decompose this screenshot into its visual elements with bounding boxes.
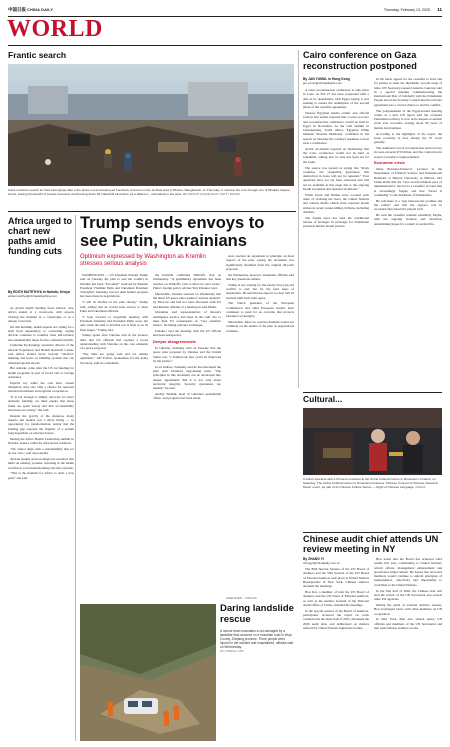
lower-top-rule <box>8 211 296 212</box>
cairo-p10: The estimated cost of reconstruction and recovery in Gaza exceeds $70 billion, and the contraction in Gaza's economy is unprecedented. <box>374 145 442 159</box>
fire-photo-credit: MD RAFAYAT HAQUE KHAN / GETTY IMAGES <box>182 193 241 196</box>
audit-byline: By ZHANG YI <box>303 557 324 561</box>
cairo-p5: While Israel and Hamas have accused each other of violating the truce, the United Nations and various media outlets have reported Israeli strikes in recent weeks killing civilians, including children. <box>303 192 369 215</box>
daring-caption: A rescue team evacuates a car damaged by a landslide that occurred on a mountain road in Wuyi County, Zhejiang province. Three people were injured in the incident and hospitalized, officials said on Wednesday. <box>220 629 294 649</box>
cairo-p2: Various Egyptian media outlets and official sources had earlier reported that a Gaza recovery and reconstruction conference would be held in Egypt in November. At the G20 summit in Johannesburg, South Africa, Egyptian Prime Minister Mostafa Madbouly confirmed in his speech on Saturday his country's readiness to host such a conference. <box>303 110 369 146</box>
trump-headline: Trump sends envoys to see Putin, Ukrainians <box>80 214 265 250</box>
audit-p7: In New York, Hou also visited senior UN officials and members of the UN Secretariat and met with Chinese auditors on site. <box>374 617 442 630</box>
audit-byline-block <box>303 557 369 565</box>
trump-p16: The Dutch president of the European Commission and other European leaders have continued to push for an outcome that protects Ukraine's sovereignty. <box>226 301 294 319</box>
china-daily-logo: CHINA DAILY <box>27 8 54 12</box>
audit-top-rule <box>303 532 442 533</box>
trump-p5: "The talks are going well and we remain optimistic," Jeff Forbes, spokesman for the Army Secretary, said in a statement. <box>80 352 148 365</box>
trump-p13: ators reached an agreement in principle on most aspects of the plan, saying the document was significantly modified from the original 28-point proposal. <box>226 254 294 271</box>
trump-deck: Optimism expressed by Washington as Kremlin stresses serious analysis <box>80 254 206 268</box>
trump-p12: Andriy Yermak, head of Ukraine's presidential office, said progress had been made. <box>153 391 221 401</box>
africa-p10: African leaders stress homegrown solutions that build on existing systems, investing in the health workforce, local manufacturing and data systems. <box>8 457 74 470</box>
africa-p2: On that hardship, health experts are calling for a shift from dependency to ownership, urging African countries to redefine what self-reliance and sustainability mean for the continent's health. <box>8 324 74 342</box>
africa-headline: Africa urged to chart new paths amid funding cuts <box>8 216 73 256</box>
cairo-email: jan.yumul@chinadailyhk.com <box>303 81 342 85</box>
page-number: 11 <box>437 7 442 12</box>
cairo-p11: Omar Bertrand-Jurinovic, Lecturer in the Department of Political Science and International Relations at Hebron University in Hebron, told China Daily that the "slow and incomplete pace of implementation" has led to a ceasefire in Gaza that is exceedingly fragile, and that "Israel is continuing" to the detriment of Palestinians. <box>374 167 442 197</box>
trump-p17: Meanwhile, Moscow said the Kremlin would not comment on the details of the plan as negotiations continue. <box>226 320 294 333</box>
trump-p7: Meanwhile, Ukraine stressed on Wednesday that the latest US peace plan required "serious analysis" by Moscow and had not been discussed with US and Russian officials at a meeting in Abu Dhabi. <box>153 291 221 309</box>
landslide-photo <box>80 604 216 741</box>
audit-headline: Chinese audit chief attends UN review meeting in NY <box>303 534 439 555</box>
cairo-p7: In his latest appeal for the ceasefire to hold and for parties to enter the diplomatic second stage of talks, UN Secretary-General Antonio Guterres said in a special meeting commemorating the International Day of Solidarity with the Palestinian People and at the Security Council that the October agreement was a crucial chance to end the conflict. <box>374 77 442 107</box>
daring-headline: Daring landslide rescue <box>220 603 294 625</box>
cairo-headline: Cairo conference on Gaza reconstruction postponed <box>303 50 417 71</box>
cairo-col1 <box>303 88 369 388</box>
cairo-byline: By JAN YUMUL in Hong Kong <box>303 77 350 81</box>
trump-subhead: Deeper disagreements <box>153 338 196 344</box>
trump-p14: On Wednesday, however, Ukrainian officials said that key questions remain. <box>226 272 294 281</box>
issue-date: Thursday, February 13, 2025 <box>383 8 430 12</box>
cairo-p13: He said the ceasefire remains extremely fragile, with the ongoing violence and violations undermining hopes for a return to normal life. <box>374 213 442 226</box>
daring-box <box>220 604 294 741</box>
africa-p6: "It is not enough to simply advocate for more domestic funding; we must ensure that those funds are spent wisely and that accountability structures are strong," she said. <box>8 395 74 413</box>
africa-p8: During the Africa Health Leadership summit in Nairobi, leaders called for African-led solutions. <box>8 436 74 446</box>
trump-p10: In Ukraine, Zelensky said on Tuesday that the peace plan prepared by Ukraine and the United States was "a framework that could be improved by the parties." <box>153 345 221 363</box>
cairo-subhead: Economic crisis <box>374 159 405 165</box>
trump-p4: Trump spoke after Ukraine said in the Geneva talks that US officials had reached a broad understanding with Ukraine on the core elements of a peace proposal. <box>80 333 148 351</box>
africa-body <box>8 306 74 742</box>
section-title: WORLD <box>7 16 103 42</box>
china-daily-logo-cjk: 中国日报 <box>8 7 26 12</box>
africa-email: editemutethya@chinadailyafrica.com <box>8 294 58 298</box>
audit-p3: In the special session of the Board of Auditors, participants reviewed the report on work conducted in the latter half of 2025, discussed the 2026 audit plan, and deliberated on matters referred by United Nations legislative bodies. <box>303 608 369 630</box>
culture-caption-text: A visitor interacts with a Chinese musician at the China Cultural Center in Rovaniemi, Finland, on Saturday. The China Cultural Center in Rovaniemi hosted a 'Chinese Concert of Chinese Classical Music' event, as part of its Chinese Culture Series — Night of Chinese Language. <box>303 477 438 489</box>
trump-p1: WASHINGTON — US President Donald Trump said on Tuesday his plan to end the conflict in Ukraine has been "favorably" received by Russian President Vladimir Putin and Ukrainian President Volodymyr Zelensky, but not until further progress has been made in negotiations. <box>80 273 148 299</box>
audit-col1 <box>303 567 369 741</box>
africa-p3: Catherine Kyobutungi, executive director of the African Population and Health Research Center, said Africa should move beyond "aid-first" thinking and focus on building systems that can withstand global shocks. <box>8 343 74 365</box>
cairo-col2 <box>374 77 442 388</box>
trump-p2: "I will be briefed on the plan shortly," Trump said, adding that he would send envoys to meet Putin and Ukrainian officials. <box>80 300 148 313</box>
trump-p8: Ukrainian said representatives of Russia's intelligence service had been in the Gulf city to meet their US counterparts on "very sensitive issues", including prisoner exchanges. <box>153 310 221 328</box>
trump-p9: Ushakov said the meeting with the US official had been unexpected. <box>153 329 221 338</box>
audit-p5: In the first half of 2026, the Chinese side will lead the review of the UN Secretariat and several other UN agencies. <box>374 588 442 602</box>
trump-col1 <box>80 273 148 601</box>
cairo-p3: Arabic Al-Ahram reported on Wednesday that the Cairo conference would not be held as scheduled, adding that no date has been set for the event. <box>303 146 369 164</box>
cairo-p1: A Gaza reconstruction conference to take place in Cairo on Feb 27 has been postponed until a date to be determined, with Egypt saying it was seeking to ensure the resumption of the second phase of the ceasefire agreement. <box>303 88 369 110</box>
africa-p9: "We cannot align with a sustainability that we do not own," said one panelist. <box>8 446 74 456</box>
audit-email: zhangyi@chinadaily.com.cn <box>303 561 341 565</box>
audit-p1: The 80th Special Session of the UN Board of Auditors and the 55th Session of the UN Board of External Auditors took place at United Nations Headquarters in New York. Chinese auditors attended the meetings. <box>303 567 369 589</box>
cairo-divider <box>298 50 299 388</box>
africa-p7: Despite the gravity of the situation, many experts and leaders saw a silver lining — an opportunity for transformation, noting that the funding gap exposed the fragility of a system long dependent on external donors. <box>8 413 74 436</box>
africa-byline-block <box>8 290 74 298</box>
trump-p3: "I look forward to hopefully meeting with President Zelensky and President Putin soon, but only when the deal to end this war is final or, in its final stages," Trump said. <box>80 314 148 332</box>
trump-p15: Trump is not waiting for the nearly four-year-old conflict to end, but for the next steps of negotiation. He said that he expects no deal will be reached until both sides agree. <box>226 282 294 300</box>
culture-credit: XINHUA <box>415 486 426 489</box>
cairo-p4: The source was quoted as saying that "many countries are requesting guarantees that destruction in Gaza will not be repeated." Your questions have not yet been answered and will not be available at this stage due to the ongoing Israeli escalation and repeated violations." <box>303 165 369 192</box>
africa-p11: "This is the moment for Africa to chart a new path," she said. <box>8 471 74 480</box>
cairo-p12: He said there is a "gap between the promise and the reality" and that the region's role in reconstruction should be played well. <box>374 198 442 212</box>
africa-byline: By EDITH MUTETHYA in Nairobi, Kenya <box>8 290 70 294</box>
cairo-p8: The postponement of the Egypt-hosted meeting comes as a new UN report said the occupied Palestinian territory is now in its deepest economic crisis ever recorded, erasing about 69 years of human development. <box>374 108 442 130</box>
audit-p6: During the panel of external auditors session, Hou exchanged views with other members on UN cooperation. <box>374 602 442 616</box>
fire-photo <box>8 64 294 186</box>
trump-col2 <box>153 273 221 601</box>
trump-p6: the Kremlin confirmed Witkoff's visit on Wednesday. "A preliminary agreement has been reached on Witkoff's visit to Moscow next week," Putin's foreign policy adviser Yuri Ushakov said. <box>153 273 221 290</box>
cairo-p9: According to the highlights of the report, the Gaza economy is now among the 10 worst globally. <box>374 131 442 145</box>
africa-p5: Experts say while the cuts have caused disruption, they also offer a chance for renewed national investment and regional cooperation. <box>8 380 74 394</box>
fire-caption-text: Gaza residents search for their belongings after a fire broke out and destroyed hundreds of homes in the al-Sisat area in Bhaina, Bangladesh, on Thursday. A massive fire tore through one of Dhaka's largest slums, leaving thousands of people homeless and burning down 48 makeshift structures (of a different... estimated) in the area. <box>8 188 290 196</box>
culture-kicker: Cultural... <box>303 394 343 404</box>
cairo-p6: The fragile truce has seen the conditional release of hostages in exchange for Palestinian prisoners held in Israeli prisons. <box>303 215 369 229</box>
africa-divider <box>75 215 76 741</box>
section-rule <box>8 45 442 46</box>
culture-photo <box>303 408 442 475</box>
africa-p1: As global health funding faces historic cuts, Africa stands at a crossroads, with experts viewing the moment as a catastrophe or as a unique correction. <box>8 306 74 323</box>
audit-p4: Hou noted that the Board has achieved solid results this year, contributing to United Nations' reform efforts, management enhancement and governance improvement. He hoped that all board members would continue to uphold principles of independence, objectivity and impartiality to contribute to the United Nations. <box>374 557 442 587</box>
culture-caption <box>303 477 442 490</box>
audit-p2: Hou Kai, a member of both the UN Board of Auditors and the UN Panel of External Auditors, as well as the Auditor General of the National Audit Office of China, attended the meetings. <box>303 589 369 607</box>
trump-p11: In an address, Zelensky said he had discussed the plan with Ukraine's negotiating team. "The principles in this document can be developed into deeper agreements. But it is not only about territorial integrity. Security guarantees are needed," he said. <box>153 364 221 391</box>
trump-col3 <box>226 254 294 594</box>
culture-top-rule <box>303 392 442 393</box>
audit-col2 <box>374 557 442 741</box>
trump-source: AGENCIES - XINHUA <box>226 596 257 600</box>
africa-p4: Her remarks come after the US cut funding for health programs as part of broad cuts to foreign assistance. <box>8 366 74 379</box>
masthead <box>8 6 442 16</box>
cairo-byline-block <box>303 77 369 85</box>
fire-photo-caption <box>8 188 294 197</box>
daring-credit: AP / XINHUA / CFP <box>220 650 244 653</box>
frantic-kicker: Frantic search <box>8 50 67 60</box>
